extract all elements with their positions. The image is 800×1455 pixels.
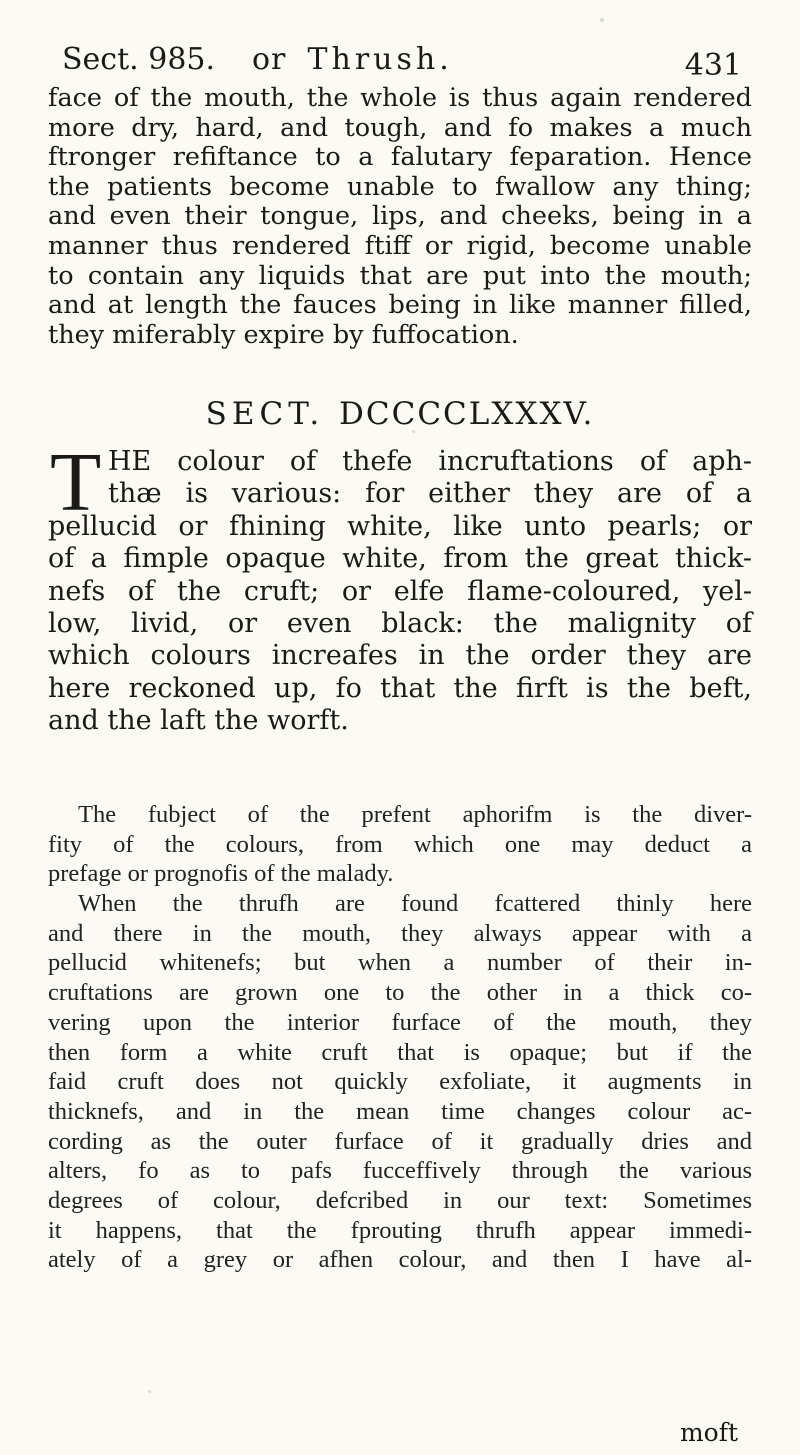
section-reference: Sect. 985. bbox=[62, 42, 216, 77]
paper-speck bbox=[700, 1230, 703, 1233]
text-line: it happens, that the fprouting thrufh appear immedi- bbox=[48, 1216, 752, 1244]
text-line: fity of the colours, from which one may deduct a bbox=[48, 830, 752, 858]
catchword: moft bbox=[679, 1418, 738, 1447]
text-line: pellucid whitenefs; but when a number of their in- bbox=[48, 949, 752, 977]
text-line: ately of a grey or afhen colour, and then I have al- bbox=[48, 1246, 752, 1274]
text-line: to contain any liquids that are put into the mouth; bbox=[48, 260, 752, 291]
paper-speck bbox=[600, 18, 604, 22]
text-line: then form a white cruft that is opaque; but if the bbox=[48, 1038, 752, 1066]
drop-cap: T bbox=[50, 436, 102, 529]
text-line: more dry, hard, and tough, and fo makes a much bbox=[48, 112, 752, 143]
paper-speck bbox=[148, 1390, 151, 1393]
section-heading bbox=[0, 394, 800, 434]
text-line: degrees of colour, defcribed in our text: Sometimes bbox=[48, 1186, 752, 1214]
text-line: which colours increafes in the order they are bbox=[48, 640, 752, 672]
paper-speck bbox=[412, 430, 415, 433]
text-line: of a fimple opaque white, from the great thick- bbox=[48, 543, 752, 575]
text-line: vering upon the interior furface of the mouth, they bbox=[48, 1008, 752, 1036]
text-line: and even their tongue, lips, and cheeks, being in a bbox=[48, 201, 752, 232]
text-line: alters, fo as to pafs fucceffively through the various bbox=[48, 1157, 752, 1185]
commentary-paragraphs bbox=[48, 800, 752, 1275]
text-line: When the thrufh are found fcattered thinly here bbox=[78, 890, 752, 918]
text-line: ftronger refiftance to a falutary feparation. Hence bbox=[48, 142, 752, 173]
running-title-text: Thrush. bbox=[307, 42, 453, 77]
text-line: face of the mouth, the whole is thus again rendered bbox=[48, 83, 752, 113]
text-line: The fubject of the prefent aphorifm is the diver- bbox=[78, 801, 752, 828]
text-line: and at length the fauces being in like manner filled, bbox=[48, 290, 752, 321]
text-line: low, livid, or even black: the malignity of bbox=[48, 607, 752, 639]
section-label: SECT. bbox=[205, 396, 325, 432]
paper-speck bbox=[262, 312, 265, 315]
text-line: faid cruft does not quickly exfoliate, it augments in bbox=[48, 1068, 752, 1096]
text-line: they miferably expire by fuffocation. bbox=[48, 319, 519, 350]
running-header bbox=[62, 38, 742, 82]
text-line: thicknefs, and in the mean time changes colour ac- bbox=[48, 1097, 752, 1125]
text-line: HE colour of thefe incruftations of aph- bbox=[108, 446, 752, 477]
text-line: pellucid or fhining white, like unto pearls; or bbox=[48, 510, 752, 542]
text-line: prefage or prognofis of the malady. bbox=[48, 860, 394, 888]
running-title bbox=[252, 38, 453, 82]
section-number: DCCCCLXXXV. bbox=[339, 396, 595, 432]
text-line: the patients become unable to fwallow any thing; bbox=[48, 171, 752, 202]
page-number: 431 bbox=[684, 48, 742, 83]
text-line: and there in the mouth, they always appear with a bbox=[48, 919, 752, 947]
running-prefix: or bbox=[252, 42, 287, 77]
text-line: thæ is various: for either they are of a bbox=[108, 478, 752, 510]
aphorism-paragraph bbox=[48, 436, 752, 738]
text-line: nefs of the cruft; or elfe flame-coloured, yel- bbox=[48, 575, 752, 607]
text-line: manner thus rendered ftiff or rigid, become unable bbox=[48, 230, 752, 261]
text-line: here reckoned up, fo that the firft is the beft, bbox=[48, 672, 752, 704]
text-line: cruftations are grown one to the other in a thick co- bbox=[48, 979, 752, 1007]
continued-paragraph bbox=[48, 84, 752, 350]
text-line: and the laft the worft. bbox=[48, 705, 349, 737]
text-line: cording as the outer furface of it gradually dries and bbox=[48, 1127, 752, 1155]
